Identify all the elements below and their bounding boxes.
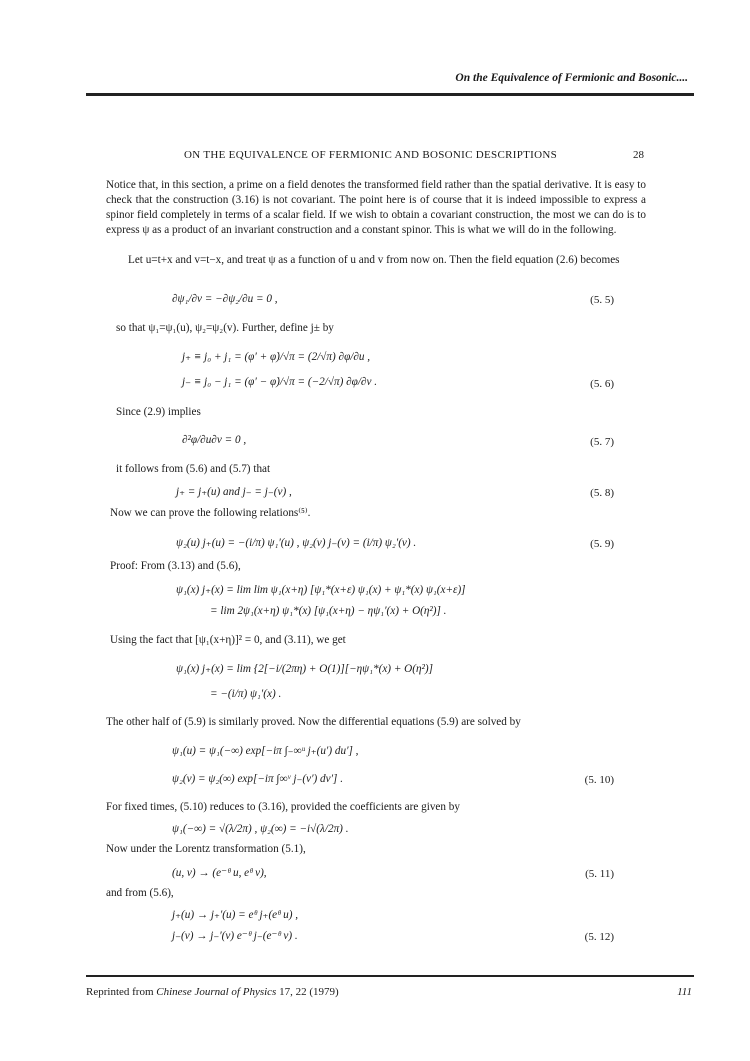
- text-since: Since (2.9) implies: [116, 406, 201, 418]
- text-and-from: and from (5.6),: [106, 887, 174, 899]
- page-title: ON THE EQUIVALENCE OF FERMIONIC AND BOSONIC DESCRIPTIONS: [184, 149, 557, 161]
- paragraph-let: Let u=t+x and v=t−x, and treat ψ as a function of u and v from now on. Then the field equation (2.6) becomes: [128, 254, 620, 266]
- equation-proof-3: ψ₁(x) j₊(x) = lim {2[−i/(2πη) + O(1)][−ηψ₁*(x) + O(η²)]: [176, 663, 433, 675]
- reprint-prefix: Reprinted from: [86, 986, 157, 998]
- equation-proof-4: = −(i/π) ψ₁′(x) .: [210, 688, 282, 700]
- journal-citation: 17, 22 (1979): [276, 986, 339, 998]
- equation-proof-1: ψ₁(x) j₊(x) = lim lim ψ₁(x+η) [ψ₁*(x+ε) ψ₁(x) + ψ₁*(x) ψ₁(x+ε)]: [176, 584, 466, 596]
- paragraph-notice: Notice that, in this section, a prime on a field denotes the transformed field rather than the spatial derivative. It is easy to check that the construction (3.16) is not covariant. The point here is of course that it is indeed impossible to express a spinor field completely in terms of a scalar field. If we wish to obtain a covariant construction, the most we can do is to express ψ as a product of an invariant construction and a constant spinor. This is what we will do in the following.: [106, 179, 646, 236]
- equation-5-12b: j₋(v) → j₋′(v) e⁻ᶿ j₋(e⁻ᶿ v) .: [172, 930, 298, 942]
- text-other-half: The other half of (5.9) is similarly proved. Now the differential equations (5.9) are solved by: [106, 716, 521, 728]
- text-fixed-times: For fixed times, (5.10) reduces to (3.16), provided the coefficients are given by: [106, 801, 460, 813]
- header-rule: [86, 93, 694, 96]
- text-now-prove: Now we can prove the following relations⁽⁵⁾.: [110, 507, 311, 519]
- equation-5-10b: ψ₂(v) = ψ₂(∞) exp[−iπ ∫∞ᵛ j₋(v′) dv′] .: [172, 773, 343, 785]
- equation-number-5-6: (5. 6): [590, 378, 614, 390]
- footer-page-number: 111: [677, 986, 692, 998]
- equation-5-10a: ψ₁(u) = ψ₁(−∞) exp[−iπ ∫₋∞ᵘ j₊(u′) du′] ,: [172, 745, 359, 757]
- equation-number-5-11: (5. 11): [585, 868, 614, 880]
- equation-number-5-5: (5. 5): [590, 294, 614, 306]
- equation-5-6b: j₋ ≡ j₀ − j₁ = (φ′ − φ̇)/√π = (−2/√π) ∂φ/∂v .: [182, 376, 378, 388]
- footer-rule: [86, 975, 694, 977]
- equation-5-5: ∂ψ₁/∂v = −∂ψ₂/∂u = 0 ,: [172, 293, 278, 305]
- equation-number-5-10: (5. 10): [584, 774, 614, 786]
- equation-5-12a: j₊(u) → j₊′(u) = eᶿ j₊(eᶿ u) ,: [172, 909, 299, 921]
- equation-number-5-8: (5. 8): [590, 487, 614, 499]
- journal-name: Chinese Journal of Physics: [156, 986, 277, 998]
- equation-5-8: j₊ = j₊(u) and j₋ = j₋(v) ,: [176, 486, 292, 498]
- equation-number-5-12: (5. 12): [584, 931, 614, 943]
- text-lorentz: Now under the Lorentz transformation (5.1),: [106, 843, 306, 855]
- equation-5-9: ψ₂(u) j₊(u) = −(i/π) ψ₁′(u) , ψ₂(v) j₋(v) = (i/π) ψ₂′(v) .: [176, 537, 417, 549]
- equation-proof-2: = lim 2ψ₁(x+η) ψ₁*(x) [ψ₁(x+η) − ηψ₁′(x) + O(η²)] .: [210, 605, 447, 617]
- equation-number-5-9: (5. 9): [590, 538, 614, 550]
- equation-5-11: (u, v) → (e⁻ᶿ u, eᶿ v),: [172, 867, 267, 879]
- text-using: Using the fact that [ψ₁(x+η)]² = 0, and (3.11), we get: [110, 634, 346, 646]
- text-proof: Proof: From (3.13) and (5.6),: [110, 560, 241, 572]
- equation-5-7: ∂²φ/∂u∂v = 0 ,: [182, 434, 247, 446]
- equation-number-5-7: (5. 7): [590, 436, 614, 448]
- running-title: On the Equivalence of Fermionic and Bosonic....: [455, 72, 688, 84]
- text-it-follows: it follows from (5.6) and (5.7) that: [116, 463, 271, 475]
- equation-coefficients: ψ₁(−∞) = √(λ/2π) , ψ₂(∞) = −i√(λ/2π) .: [172, 823, 349, 835]
- page-number: 28: [633, 149, 644, 161]
- reprint-note: [86, 986, 339, 998]
- text-so-that: so that ψ₁=ψ₁(u), ψ₂=ψ₂(v). Further, define j± by: [116, 322, 334, 334]
- equation-5-6a: j₊ ≡ j₀ + j₁ = (φ′ + φ̇)/√π = (2/√π) ∂φ/∂u ,: [182, 351, 371, 363]
